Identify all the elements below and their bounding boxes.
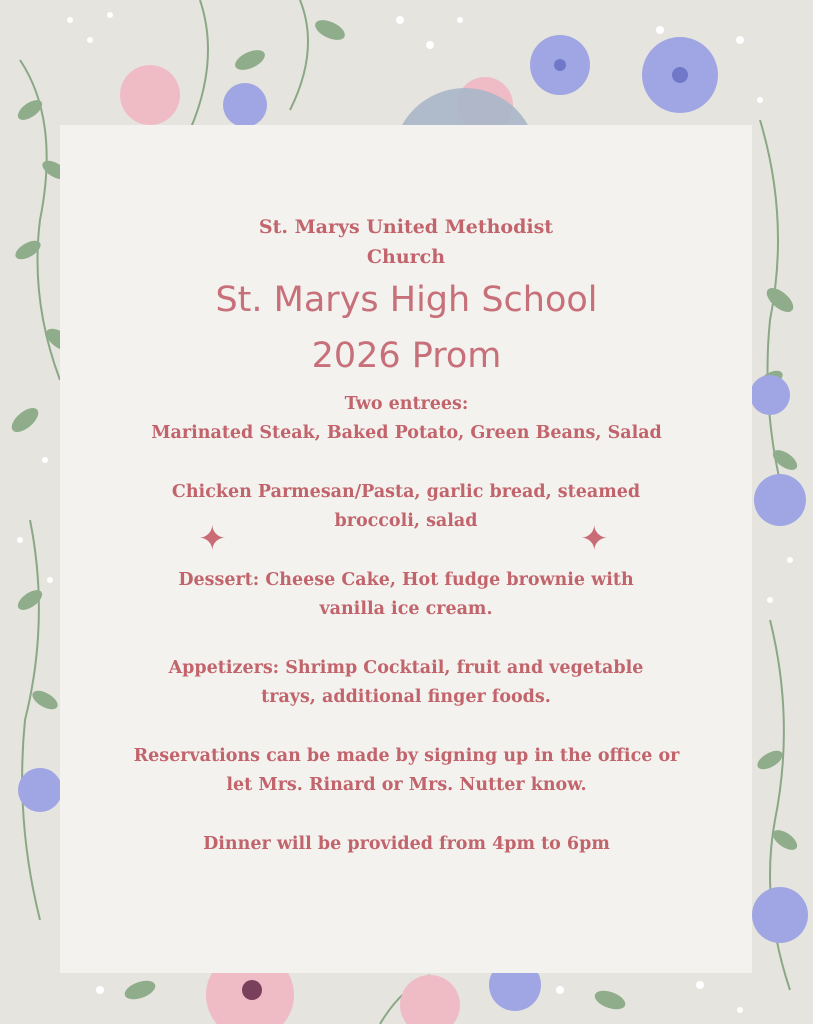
appetizers-info: Appetizers: Shrimp Cocktail, fruit and vegetable trays, additional finger foods. <box>168 658 644 707</box>
left-sparkle-icon: ✦ <box>198 519 227 559</box>
event-title-line-2: 2026 Prom <box>311 336 502 376</box>
event-title-line-1: St. Marys High School <box>215 280 598 320</box>
dinner-time: Dinner will be provided from 4pm to 6pm <box>203 834 610 854</box>
entree-chicken: Chicken Parmesan/Pasta, garlic bread, steamed broccoli, salad <box>171 482 641 531</box>
menu-section <box>130 390 683 859</box>
dessert-info: Dessert: Cheese Cake, Hot fudge brownie with vanilla ice cream. <box>178 570 634 619</box>
organization-name: St. Marys United Methodist Church <box>258 216 554 268</box>
entrees-heading: Two entrees: <box>344 394 469 414</box>
reservations-info: Reservations can be made by signing up in the office or let Mrs. Rinard or Mrs. Nutter know. <box>133 746 680 795</box>
entree-steak: Marinated Steak, Baked Potato, Green Beans, Salad <box>151 423 662 443</box>
right-sparkle-icon: ✦ <box>580 519 609 559</box>
flyer-content <box>130 190 683 889</box>
